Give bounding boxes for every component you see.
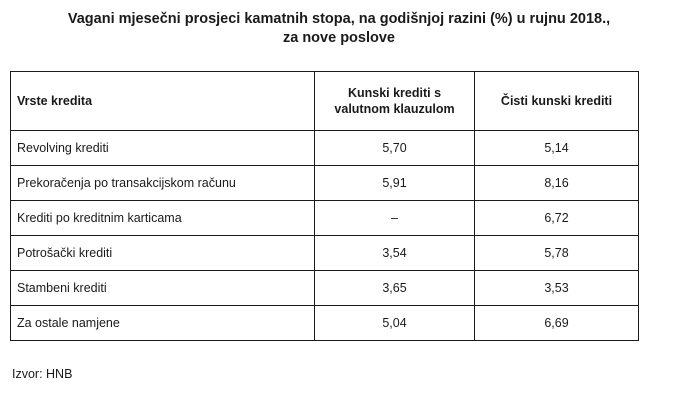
table-header-row	[11, 72, 639, 131]
cell-loan-type: Krediti po kreditnim karticama	[11, 201, 315, 236]
interest-rates-table	[10, 71, 639, 341]
cell-loan-type: Prekoračenja po transakcijskom računu	[11, 166, 315, 201]
table-row	[11, 306, 639, 341]
cell-loan-type: Revolving krediti	[11, 131, 315, 166]
table-row	[11, 201, 639, 236]
cell-pure-kuna-rate: 3,53	[475, 271, 639, 306]
cell-pure-kuna-rate: 5,78	[475, 236, 639, 271]
source-note: Izvor: HNB	[12, 367, 73, 381]
cell-fx-clause-rate: 3,65	[315, 271, 475, 306]
cell-pure-kuna-rate: 5,14	[475, 131, 639, 166]
cell-pure-kuna-rate: 6,69	[475, 306, 639, 341]
cell-fx-clause-rate: –	[315, 201, 475, 236]
cell-fx-clause-rate: 5,70	[315, 131, 475, 166]
cell-fx-clause-rate: 5,91	[315, 166, 475, 201]
table-row	[11, 236, 639, 271]
header-fx-clause-loans: Kunski krediti s valutnom klauzulom	[315, 72, 475, 131]
cell-loan-type: Stambeni krediti	[11, 271, 315, 306]
header-pure-kuna-loans: Čisti kunski krediti	[475, 72, 639, 131]
title-line-2: za nove poslove	[282, 30, 395, 46]
page-title	[0, 10, 678, 48]
cell-loan-type: Potrošački krediti	[11, 236, 315, 271]
cell-pure-kuna-rate: 8,16	[475, 166, 639, 201]
header-loan-type: Vrste kredita	[11, 72, 315, 131]
cell-fx-clause-rate: 3,54	[315, 236, 475, 271]
table-row	[11, 271, 639, 306]
table-row	[11, 131, 639, 166]
cell-loan-type: Za ostale namjene	[11, 306, 315, 341]
table-row	[11, 166, 639, 201]
cell-fx-clause-rate: 5,04	[315, 306, 475, 341]
cell-pure-kuna-rate: 6,72	[475, 201, 639, 236]
title-line-1: Vagani mjesečni prosjeci kamatnih stopa, na godišnjoj razini (%) u rujnu 2018.,	[67, 11, 611, 27]
